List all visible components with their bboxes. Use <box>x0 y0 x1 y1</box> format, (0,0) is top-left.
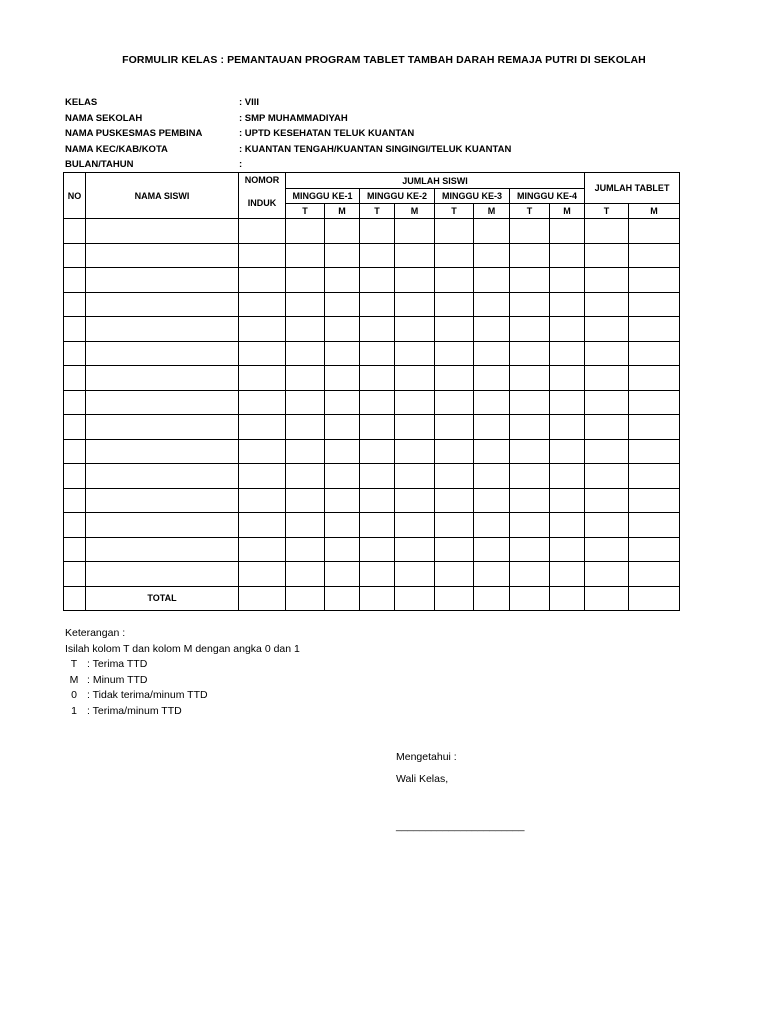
table-cell[interactable] <box>239 488 286 513</box>
total-cell[interactable] <box>550 586 585 610</box>
legend-text: : Minum TTD <box>87 673 148 686</box>
table-cell[interactable] <box>239 562 286 587</box>
legend-key: 1 <box>71 704 77 717</box>
table-cell[interactable] <box>325 243 360 268</box>
info-row-kec-kab-kota <box>65 142 511 158</box>
table-cell[interactable] <box>86 317 239 342</box>
table-cell[interactable] <box>629 292 680 317</box>
table-cell[interactable] <box>474 464 510 489</box>
info-label: KELAS <box>65 97 98 108</box>
table-cell[interactable] <box>360 292 395 317</box>
table-cell[interactable] <box>286 415 325 440</box>
table-cell[interactable] <box>286 292 325 317</box>
legend-text: : Terima TTD <box>87 658 148 670</box>
table-cell[interactable] <box>239 439 286 464</box>
table-cell[interactable] <box>325 268 360 293</box>
table-cell[interactable] <box>550 562 585 587</box>
table-cell[interactable] <box>325 292 360 317</box>
table-cell[interactable] <box>435 268 474 293</box>
table-cell[interactable] <box>86 513 239 538</box>
table-cell[interactable] <box>435 243 474 268</box>
total-cell[interactable] <box>360 586 395 610</box>
header-nama-siswi: NAMA SISWI <box>86 173 239 219</box>
table-cell[interactable] <box>510 243 550 268</box>
table-cell[interactable] <box>395 415 435 440</box>
table-cell[interactable] <box>550 317 585 342</box>
table-cell[interactable] <box>86 268 239 293</box>
table-cell[interactable] <box>360 268 395 293</box>
table-cell[interactable] <box>286 317 325 342</box>
table-cell[interactable] <box>64 366 86 391</box>
table-cell[interactable] <box>510 439 550 464</box>
table-cell[interactable] <box>435 341 474 366</box>
table-row <box>64 341 680 366</box>
info-label: NAMA SEKOLAH <box>65 112 143 124</box>
table-cell[interactable] <box>64 341 86 366</box>
table-cell[interactable] <box>550 390 585 415</box>
table-cell[interactable] <box>286 439 325 464</box>
table-row <box>64 219 680 244</box>
info-label: BULAN/TAHUN <box>65 159 134 170</box>
table-cell[interactable] <box>286 219 325 244</box>
table-cell[interactable] <box>474 268 510 293</box>
table-row <box>64 317 680 342</box>
table-cell[interactable] <box>510 292 550 317</box>
table-cell[interactable] <box>395 513 435 538</box>
table-cell[interactable] <box>510 464 550 489</box>
table-cell[interactable] <box>86 415 239 440</box>
notes-instruction: Isilah kolom T dan kolom M dengan angka 0 dan 1 <box>65 642 300 655</box>
table-cell[interactable] <box>64 219 86 244</box>
table-cell[interactable] <box>64 390 86 415</box>
table-cell[interactable] <box>64 513 86 538</box>
table-cell[interactable] <box>629 390 680 415</box>
table-cell[interactable] <box>239 537 286 562</box>
table-cell[interactable] <box>585 243 629 268</box>
form-title: FORMULIR KELAS : PEMANTAUAN PROGRAM TABLET TAMBAH DARAH REMAJA PUTRI DI SEKOLAH <box>122 54 646 66</box>
table-cell[interactable] <box>629 464 680 489</box>
header-week-4: MINGGU KE-4 <box>510 189 585 204</box>
header-m: M <box>325 204 360 219</box>
legend-text: : Terima/minum TTD <box>87 704 182 717</box>
table-cell[interactable] <box>395 439 435 464</box>
total-cell[interactable] <box>474 586 510 610</box>
table-cell[interactable] <box>286 243 325 268</box>
total-cell[interactable] <box>395 586 435 610</box>
table-cell[interactable] <box>395 341 435 366</box>
total-cell[interactable] <box>435 586 474 610</box>
table-cell[interactable] <box>510 390 550 415</box>
table-cell[interactable] <box>239 292 286 317</box>
table-cell[interactable] <box>239 464 286 489</box>
total-cell[interactable] <box>629 586 680 610</box>
table-cell[interactable] <box>435 537 474 562</box>
total-cell[interactable] <box>585 586 629 610</box>
table-cell[interactable] <box>360 366 395 391</box>
table-cell[interactable] <box>510 268 550 293</box>
table-cell[interactable] <box>325 317 360 342</box>
legend-item <box>65 688 300 704</box>
table-cell[interactable] <box>629 488 680 513</box>
table-cell[interactable] <box>395 243 435 268</box>
total-row <box>64 586 680 610</box>
table-cell[interactable] <box>629 341 680 366</box>
table-cell[interactable] <box>64 415 86 440</box>
table-cell[interactable] <box>86 366 239 391</box>
table-cell[interactable] <box>360 317 395 342</box>
table-cell[interactable] <box>239 513 286 538</box>
header-jumlah-tablet: JUMLAH TABLET <box>585 173 680 204</box>
table-row <box>64 292 680 317</box>
table-cell[interactable] <box>474 292 510 317</box>
table-cell[interactable] <box>510 366 550 391</box>
table-cell[interactable] <box>510 488 550 513</box>
table-cell[interactable] <box>286 341 325 366</box>
table-cell[interactable] <box>64 243 86 268</box>
table-cell[interactable] <box>510 341 550 366</box>
table-cell[interactable] <box>286 366 325 391</box>
table-cell[interactable] <box>585 562 629 587</box>
table-cell[interactable] <box>585 390 629 415</box>
table-cell[interactable] <box>629 219 680 244</box>
table-cell[interactable] <box>435 317 474 342</box>
table-cell[interactable] <box>86 562 239 587</box>
table-cell[interactable] <box>435 562 474 587</box>
monitoring-table <box>63 172 680 611</box>
header-jumlah-siswi: JUMLAH SISWI <box>286 173 585 189</box>
table-cell[interactable] <box>510 513 550 538</box>
info-value: : SMP MUHAMMADIYAH <box>239 112 348 124</box>
info-label: NAMA KEC/KAB/KOTA <box>65 143 168 155</box>
table-cell[interactable] <box>474 219 510 244</box>
header-m: M <box>474 204 510 219</box>
table-row <box>64 537 680 562</box>
table-cell[interactable] <box>86 488 239 513</box>
table-cell[interactable] <box>585 268 629 293</box>
header-week-3: MINGGU KE-3 <box>435 189 510 204</box>
table-cell[interactable] <box>86 292 239 317</box>
table-cell[interactable] <box>325 390 360 415</box>
table-cell[interactable] <box>360 341 395 366</box>
table-row <box>64 488 680 513</box>
legend-text: : Tidak terima/minum TTD <box>87 689 208 701</box>
table-cell[interactable] <box>435 513 474 538</box>
header-t: T <box>585 204 629 219</box>
table-cell[interactable] <box>585 513 629 538</box>
table-cell[interactable] <box>629 537 680 562</box>
table-cell[interactable] <box>474 341 510 366</box>
table-cell[interactable] <box>550 513 585 538</box>
table-cell[interactable] <box>325 439 360 464</box>
header-row-1 <box>64 173 680 189</box>
info-label: NAMA PUSKESMAS PEMBINA <box>65 128 203 139</box>
table-cell[interactable] <box>86 219 239 244</box>
header-t: T <box>435 204 474 219</box>
info-row-puskesmas <box>65 126 511 142</box>
legend-key: M <box>69 673 79 686</box>
table-cell[interactable] <box>550 292 585 317</box>
table-cell[interactable] <box>86 243 239 268</box>
table-cell[interactable] <box>360 562 395 587</box>
table-cell[interactable] <box>474 562 510 587</box>
table-cell[interactable] <box>286 562 325 587</box>
table-row <box>64 366 680 391</box>
info-row-sekolah <box>65 111 511 127</box>
table-cell[interactable] <box>360 488 395 513</box>
table-cell[interactable] <box>64 268 86 293</box>
table-cell[interactable] <box>395 488 435 513</box>
table-cell[interactable] <box>435 488 474 513</box>
table-cell[interactable] <box>550 415 585 440</box>
total-cell[interactable] <box>286 586 325 610</box>
table-row <box>64 268 680 293</box>
table-cell[interactable] <box>286 390 325 415</box>
table-cell[interactable] <box>395 537 435 562</box>
table-cell[interactable] <box>86 537 239 562</box>
table-cell[interactable] <box>360 219 395 244</box>
table-cell[interactable] <box>325 488 360 513</box>
form-info <box>65 95 511 173</box>
table-cell[interactable] <box>286 488 325 513</box>
table-cell[interactable] <box>64 439 86 464</box>
table-cell[interactable] <box>585 464 629 489</box>
header-week-2: MINGGU KE-2 <box>360 189 435 204</box>
total-cell[interactable] <box>510 586 550 610</box>
table-cell[interactable] <box>629 268 680 293</box>
info-value: : UPTD KESEHATAN TELUK KUANTAN <box>239 128 415 139</box>
table-cell[interactable] <box>239 366 286 391</box>
table-cell[interactable] <box>585 415 629 440</box>
table-cell[interactable] <box>550 464 585 489</box>
table-cell[interactable] <box>360 513 395 538</box>
table-cell[interactable] <box>86 464 239 489</box>
total-cell-no <box>64 586 86 610</box>
table-cell[interactable] <box>395 390 435 415</box>
table-cell[interactable] <box>629 415 680 440</box>
table-cell[interactable] <box>550 219 585 244</box>
table-cell[interactable] <box>510 317 550 342</box>
table-cell[interactable] <box>395 464 435 489</box>
table-row <box>64 562 680 587</box>
total-cell[interactable] <box>239 586 286 610</box>
table-cell[interactable] <box>360 390 395 415</box>
signature-role: Wali Kelas, <box>396 773 449 785</box>
table-cell[interactable] <box>286 268 325 293</box>
table-cell[interactable] <box>64 317 86 342</box>
table-cell[interactable] <box>395 366 435 391</box>
table-cell[interactable] <box>86 341 239 366</box>
table-cell[interactable] <box>286 513 325 538</box>
table-cell[interactable] <box>585 488 629 513</box>
header-t: T <box>360 204 395 219</box>
table-cell[interactable] <box>360 439 395 464</box>
table-cell[interactable] <box>395 292 435 317</box>
table-cell[interactable] <box>395 268 435 293</box>
table-cell[interactable] <box>86 390 239 415</box>
table-cell[interactable] <box>629 243 680 268</box>
header-induk: INDUK <box>247 198 277 208</box>
table-cell[interactable] <box>550 366 585 391</box>
table-cell[interactable] <box>360 415 395 440</box>
table-cell[interactable] <box>325 537 360 562</box>
table-cell[interactable] <box>395 317 435 342</box>
table-cell[interactable] <box>239 390 286 415</box>
signature-known: Mengetahui : <box>396 751 457 763</box>
table-cell[interactable] <box>585 366 629 391</box>
table-cell[interactable] <box>325 366 360 391</box>
table-cell[interactable] <box>550 488 585 513</box>
signature-line[interactable]: ______________________ <box>396 820 525 832</box>
table-cell[interactable] <box>550 268 585 293</box>
table-cell[interactable] <box>325 513 360 538</box>
table-cell[interactable] <box>239 243 286 268</box>
table-cell[interactable] <box>325 341 360 366</box>
table-cell[interactable] <box>550 243 585 268</box>
table-cell[interactable] <box>325 464 360 489</box>
table-cell[interactable] <box>585 439 629 464</box>
table-cell[interactable] <box>550 537 585 562</box>
header-m: M <box>629 204 680 219</box>
table-cell[interactable] <box>325 219 360 244</box>
table-cell[interactable] <box>360 537 395 562</box>
total-label: TOTAL <box>86 586 239 610</box>
header-t: T <box>286 204 325 219</box>
table-cell[interactable] <box>474 390 510 415</box>
table-cell[interactable] <box>510 219 550 244</box>
table-cell[interactable] <box>435 439 474 464</box>
table-row <box>64 390 680 415</box>
table-cell[interactable] <box>474 415 510 440</box>
legend-item <box>65 673 300 689</box>
table-cell[interactable] <box>239 317 286 342</box>
signature-section <box>396 746 457 790</box>
table-cell[interactable] <box>360 243 395 268</box>
table-cell[interactable] <box>474 243 510 268</box>
table-cell[interactable] <box>585 219 629 244</box>
legend-key: 0 <box>71 689 77 701</box>
table-cell[interactable] <box>585 341 629 366</box>
table-cell[interactable] <box>360 464 395 489</box>
table-cell[interactable] <box>435 219 474 244</box>
legend-item <box>65 704 300 720</box>
table-cell[interactable] <box>510 415 550 440</box>
info-value: : KUANTAN TENGAH/KUANTAN SINGINGI/TELUK KUANTAN <box>239 143 512 155</box>
table-cell[interactable] <box>550 439 585 464</box>
table-cell[interactable] <box>629 513 680 538</box>
table-cell[interactable] <box>629 562 680 587</box>
table-cell[interactable] <box>435 415 474 440</box>
header-nomor-induk <box>239 173 286 219</box>
table-cell[interactable] <box>585 292 629 317</box>
header-week-1: MINGGU KE-1 <box>286 189 360 204</box>
table-cell[interactable] <box>395 219 435 244</box>
table-cell[interactable] <box>239 415 286 440</box>
table-cell[interactable] <box>64 562 86 587</box>
table-row <box>64 464 680 489</box>
info-value: : VIII <box>239 97 260 108</box>
notes-heading: Keterangan : <box>65 627 126 639</box>
table-cell[interactable] <box>286 464 325 489</box>
table-cell[interactable] <box>585 537 629 562</box>
header-nomor: NOMOR <box>244 175 280 185</box>
info-row-kelas <box>65 95 511 111</box>
table-cell[interactable] <box>64 488 86 513</box>
table-cell[interactable] <box>474 366 510 391</box>
notes-section <box>65 626 300 719</box>
table-cell[interactable] <box>629 366 680 391</box>
table-cell[interactable] <box>435 464 474 489</box>
table-row <box>64 415 680 440</box>
table-cell[interactable] <box>435 390 474 415</box>
header-no: NO <box>64 173 86 219</box>
table-cell[interactable] <box>510 562 550 587</box>
table-cell[interactable] <box>86 439 239 464</box>
info-row-bulan-tahun <box>65 157 511 173</box>
table-row <box>64 243 680 268</box>
table-cell[interactable] <box>474 488 510 513</box>
legend-item <box>65 657 300 673</box>
table-cell[interactable] <box>395 562 435 587</box>
legend-key: T <box>70 658 78 670</box>
total-cell[interactable] <box>325 586 360 610</box>
table-row <box>64 513 680 538</box>
table-body <box>64 219 680 611</box>
header-m: M <box>550 204 585 219</box>
table-cell[interactable] <box>550 341 585 366</box>
table-cell[interactable] <box>474 513 510 538</box>
table-cell[interactable] <box>585 317 629 342</box>
header-m: M <box>395 204 435 219</box>
table-cell[interactable] <box>474 537 510 562</box>
table-cell[interactable] <box>64 464 86 489</box>
table-row <box>64 439 680 464</box>
table-cell[interactable] <box>629 317 680 342</box>
table-cell[interactable] <box>286 537 325 562</box>
table-cell[interactable] <box>239 219 286 244</box>
table-cell[interactable] <box>629 439 680 464</box>
table-cell[interactable] <box>239 268 286 293</box>
table-cell[interactable] <box>510 537 550 562</box>
table-cell[interactable] <box>64 537 86 562</box>
table-cell[interactable] <box>64 292 86 317</box>
table-cell[interactable] <box>325 415 360 440</box>
table-cell[interactable] <box>474 439 510 464</box>
table-cell[interactable] <box>435 366 474 391</box>
table-cell[interactable] <box>435 292 474 317</box>
table-cell[interactable] <box>474 317 510 342</box>
table-cell[interactable] <box>325 562 360 587</box>
header-t: T <box>510 204 550 219</box>
table-cell[interactable] <box>239 341 286 366</box>
info-value: : <box>239 159 243 170</box>
